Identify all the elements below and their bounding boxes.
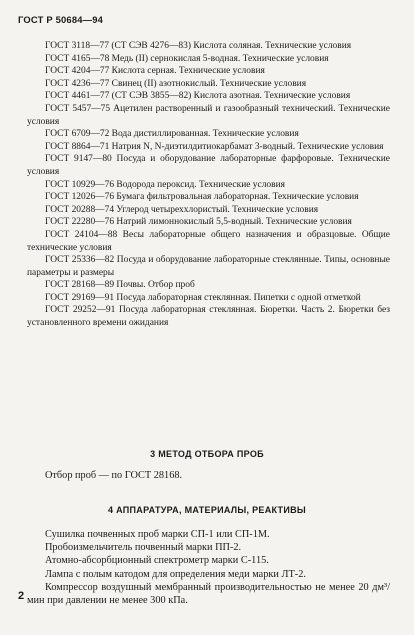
reference-item: ГОСТ 22280—76 Натрий лимоннокислый 5,5-водный. Технические условия bbox=[45, 217, 352, 228]
section-3-text: Отбор проб — по ГОСТ 28168. bbox=[45, 470, 183, 481]
reference-item: ГОСТ 24104—88 Весы лабораторные общего назначения и образцовые. Общие технические условия bbox=[27, 229, 390, 253]
page-number: 2 bbox=[18, 590, 25, 602]
reference-item: ГОСТ 6709—72 Вода дистиллированная. Технические условия bbox=[45, 129, 299, 140]
equipment-list bbox=[27, 528, 390, 607]
normative-references-list bbox=[27, 40, 390, 330]
equipment-item: Атомно-абсорбционный спектрометр марки С-115. bbox=[45, 555, 269, 567]
page-header: ГОСТ Р 50684—94 bbox=[18, 14, 104, 25]
reference-item: ГОСТ 4461—77 (СТ СЭВ 3855—82) Кислота азотная. Технические условия bbox=[45, 91, 351, 102]
reference-item: ГОСТ 28168—89 Почвы. Отбор проб bbox=[45, 280, 195, 291]
equipment-item: Сушилка почвенных проб марки СП-1 или СП-1М. bbox=[45, 529, 270, 540]
equipment-item: Лампа с полым катодом для определения меди марки ЛТ-2. bbox=[45, 568, 306, 580]
reference-item: ГОСТ 9147—80 Посуда и оборудование лабораторные фарфоровые. Технические условия bbox=[27, 154, 390, 177]
reference-item: ГОСТ 5457—75 Ацетилен растворенный и газообразный технический. Технические условия bbox=[27, 103, 390, 127]
equipment-item: Компрессор воздушный мембранный производительностью не менее 20 дм³/мин при давлении не менее 300 кПа. bbox=[27, 581, 390, 607]
reference-item: ГОСТ 29252—91 Посуда лабораторная стеклянная. Бюретки. Часть 2. Бюретки без установленного времени ожидания bbox=[27, 305, 390, 329]
reference-item: ГОСТ 4165—78 Медь (II) сернокислая 5-водная. Технические условия bbox=[45, 53, 329, 64]
reference-item: ГОСТ 4204—77 Кислота серная. Технические условия bbox=[45, 66, 265, 77]
reference-item: ГОСТ 25336—82 Посуда и оборудование лабораторные стеклянные. Типы, основные параметры и размеры bbox=[27, 255, 390, 278]
reference-item: ГОСТ 10929—76 Водорода пероксид. Технические условия bbox=[45, 179, 285, 190]
reference-item: ГОСТ 8864—71 Натрия N, N-диэтилдитиокарбамат 3-водный. Технические условия bbox=[45, 141, 384, 152]
section-3-heading: 3 МЕТОД ОТБОРА ПРОБ bbox=[150, 449, 264, 459]
reference-item: ГОСТ 4236—77 Свинец (II) азотнокислый. Технические условия bbox=[45, 78, 307, 89]
reference-item: ГОСТ 12026—76 Бумага фильтровальная лабораторная. Технические условия bbox=[45, 192, 359, 203]
reference-item: ГОСТ 20288—74 Углерод четыреххлористый. Технические условия bbox=[45, 204, 319, 215]
reference-item: ГОСТ 29169—91 Посуда лабораторная стеклянная. Пипетки с одной отметкой bbox=[45, 292, 361, 303]
section-4-heading: 4 АППАРАТУРА, МАТЕРИАЛЫ, РЕАКТИВЫ bbox=[107, 505, 307, 515]
equipment-item: Пробоизмельчитель почвенный марки ПП-2. bbox=[45, 542, 242, 554]
reference-item: ГОСТ 3118—77 (СТ СЭВ 4276—83) Кислота соляная. Технические условия bbox=[45, 41, 352, 51]
